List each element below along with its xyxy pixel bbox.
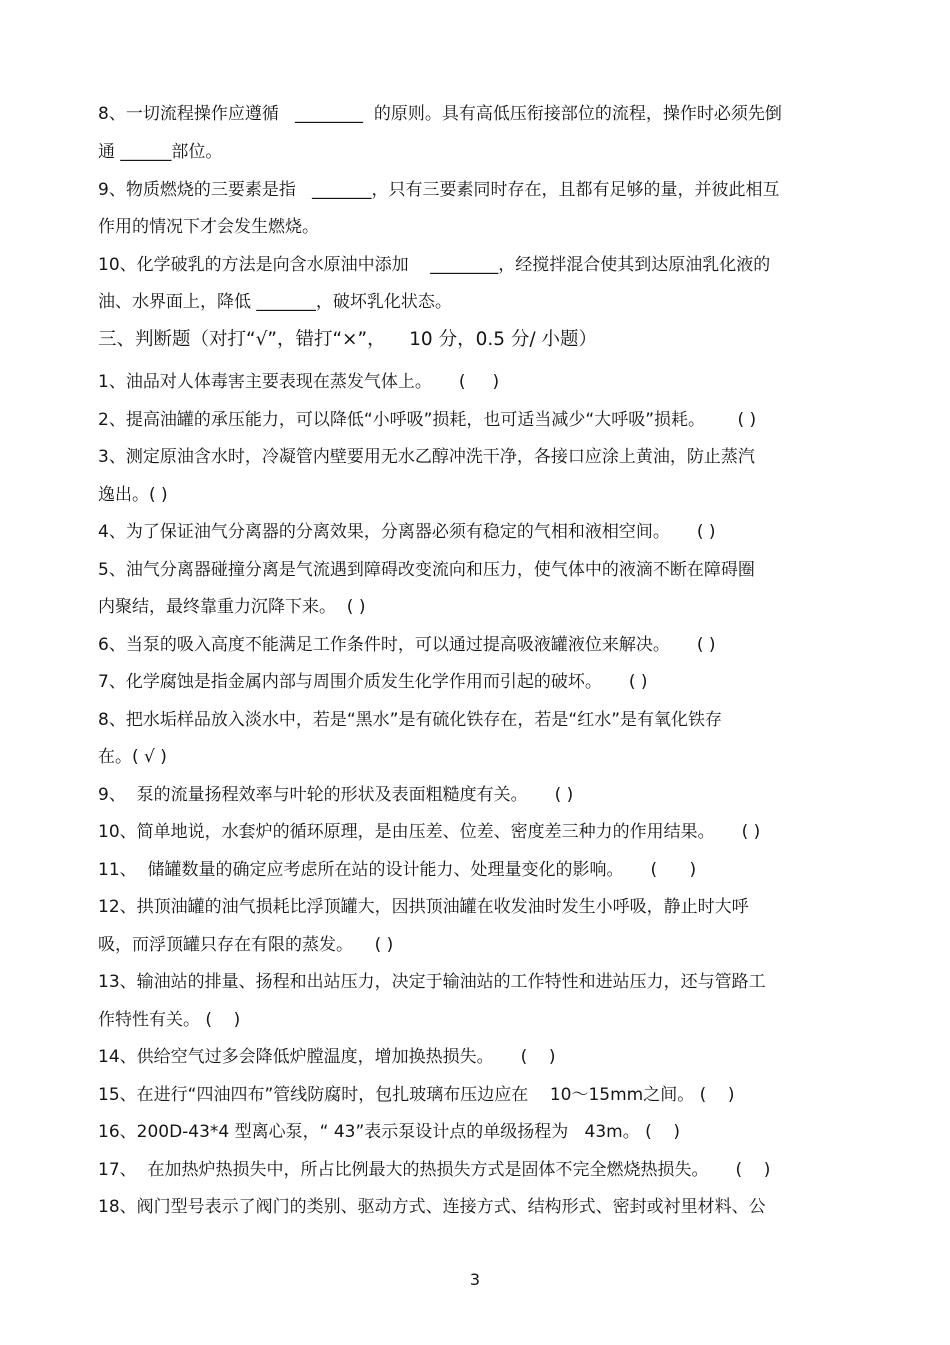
question-line: 9、 泵的流量扬程效率与叶轮的形状及表面粗糙度有关。 ( ) <box>98 785 574 805</box>
question-line: 内聚结，最终靠重力沉降下来。 ( ) <box>98 597 366 617</box>
question-line: 13、输油站的排量、扬程和出站压力，决定于输油站的工作特性和进站压力，还与管路工 <box>98 972 766 992</box>
question-line: 7、化学腐蚀是指金属内部与周围介质发生化学作用而引起的破坏。 ( ) <box>98 672 648 692</box>
text-line: 通 ______部位。 <box>98 142 223 162</box>
question-line: 3、测定原油含水时，冷凝管内壁要用无水乙醇冲洗干净，各接口应涂上黄油，防止蒸汽 <box>98 447 755 467</box>
text-line: 油、水界面上，降低 _______，破坏乳化状态。 <box>98 292 452 312</box>
question-line: 吸，而浮顶罐只存在有限的蒸发。 ( ) <box>98 935 394 955</box>
question-line: 10、简单地说，水套炉的循环原理，是由压差、位差、密度差三种力的作用结果。 ( ) <box>98 822 761 842</box>
question-line: 17、 在加热炉热损失中，所占比例最大的热损失方式是固体不完全燃烧热损失。 ( ) <box>98 1160 771 1180</box>
question-line: 11、 储罐数量的确定应考虑所在站的设计能力、处理量变化的影响。 ( ) <box>98 860 697 880</box>
question-line: 12、拱顶油罐的油气损耗比浮顶罐大，因拱顶油罐在收发油时发生小呼吸，静止时大呼 <box>98 897 749 917</box>
question-line: 16、200D-43*4 型离心泵，“ 43”表示泵设计点的单级扬程为 43m。 ( ) <box>98 1122 680 1142</box>
question-line: 2、提高油罐的承压能力，可以降低“小呼吸”损耗，也可适当减少“大呼吸”损耗。 ( ) <box>98 410 757 430</box>
section-heading: 三、判断题（对打“√”，错打“×”， 10 分，0.5 分/ 小题） <box>98 329 597 350</box>
question-line: 5、油气分离器碰撞分离是气流遇到障碍改变流向和压力，使气体中的液滴不断在障碍圈 <box>98 560 755 580</box>
question-line: 1、油品对人体毒害主要表现在蒸发气体上。 ( ) <box>98 372 500 392</box>
question-line: 14、供给空气过多会降低炉膛温度，增加换热损失。 ( ) <box>98 1047 556 1067</box>
text-line: 8、一切流程操作应遵循 ________ 的原则。具有高低压衔接部位的流程，操作时必须先倒 <box>98 104 782 124</box>
question-line: 逸出。( ) <box>98 485 168 505</box>
question-line: 4、为了保证油气分离器的分离效果，分离器必须有稳定的气相和液相空间。 ( ) <box>98 522 716 542</box>
text-line: 10、化学破乳的方法是向含水原油中添加 ________，经搅拌混合使其到达原油乳化液的 <box>98 255 771 275</box>
page-number: 3 <box>469 1270 481 1289</box>
question-line: 15、在进行“四油四布”管线防腐时，包扎玻璃布压边应在 10～15mm之间。 ( ) <box>98 1085 735 1105</box>
question-line: 18、阀门型号表示了阀门的类别、驱动方式、连接方式、结构形式、密封或衬里材料、公 <box>98 1197 766 1217</box>
question-line: 作特性有关。 ( ) <box>98 1010 241 1030</box>
text-line: 作用的情况下才会发生燃烧。 <box>98 217 319 237</box>
question-line: 8、把水垢样品放入淡水中，若是“黑水”是有硫化铁存在，若是“红水”是有氧化铁存 <box>98 710 723 730</box>
question-line: 6、当泵的吸入高度不能满足工作条件时，可以通过提高吸液罐液位来解决。 ( ) <box>98 635 716 655</box>
text-line: 9、物质燃烧的三要素是指 _______，只有三要素同时存在，且都有足够的量，并彼此相互 <box>98 180 780 200</box>
question-line: 在。( √ ) <box>98 747 167 767</box>
